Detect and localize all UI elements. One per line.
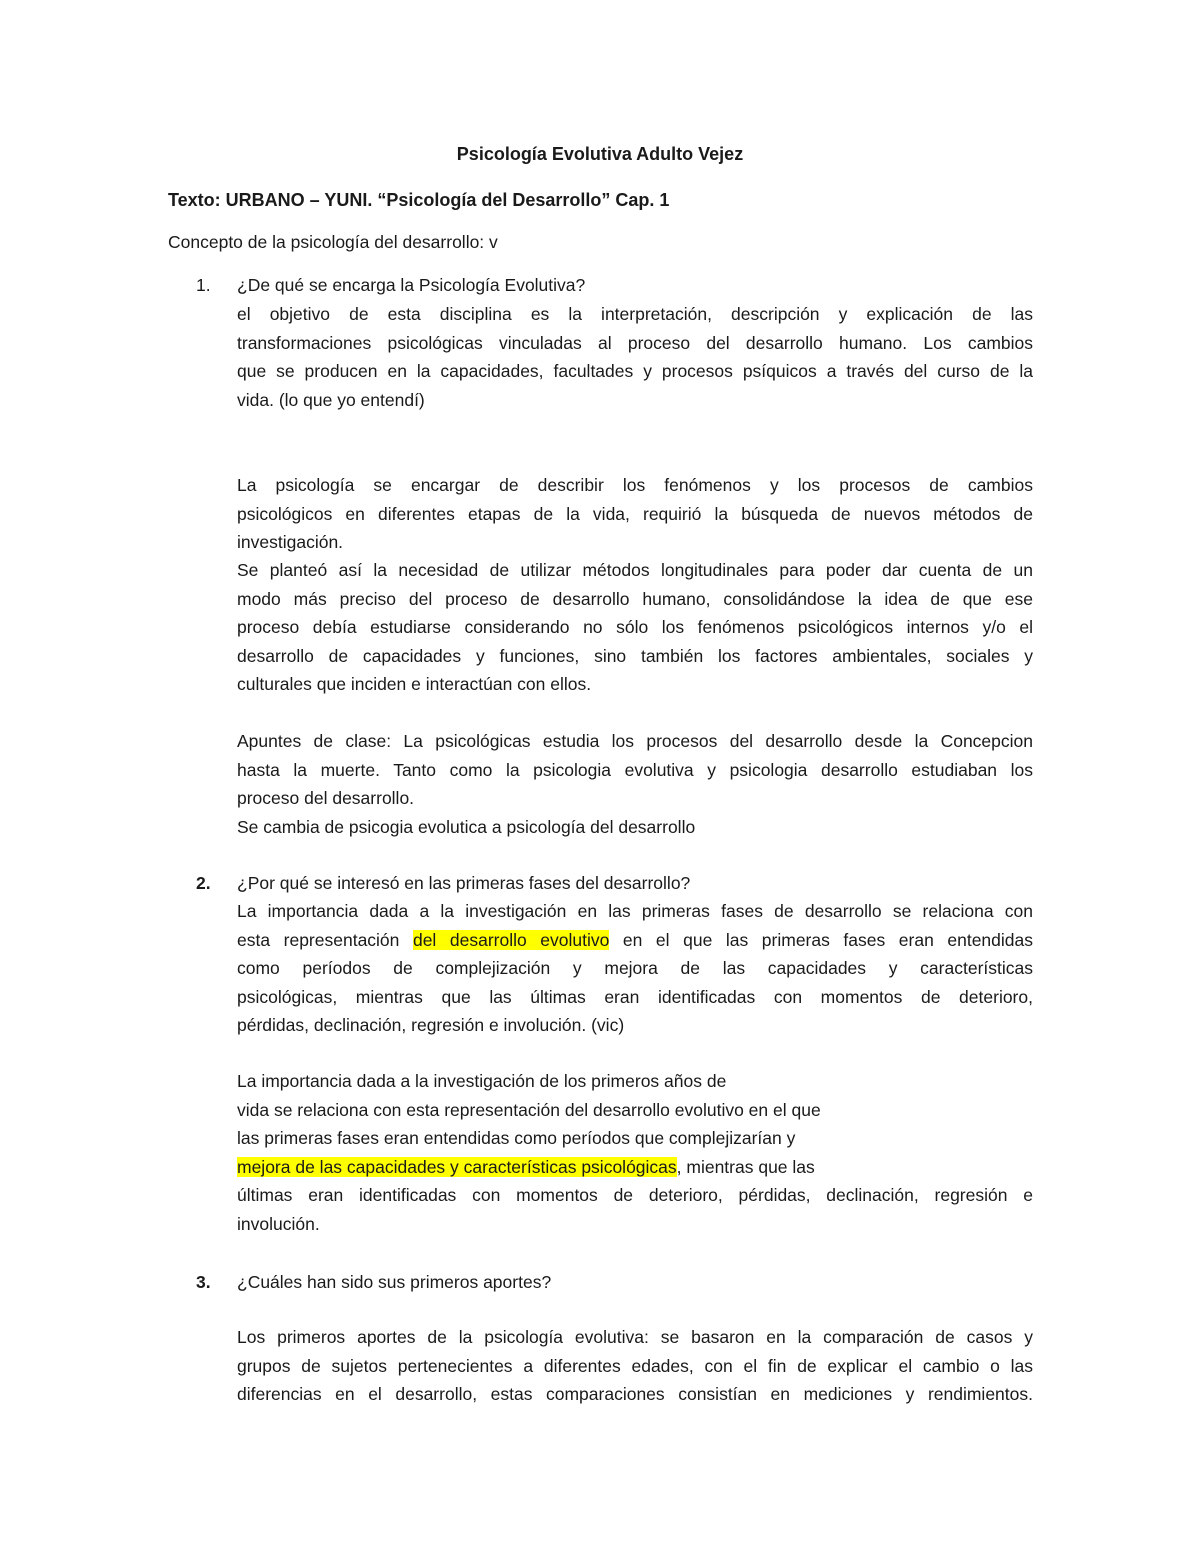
q1-p3-line: modo más preciso del proceso de desarrollo humano, consolidándose la idea de que ese xyxy=(237,588,1033,609)
notes-line: hasta la muerte. Tanto como la psicologia evolutiva y psicologia desarrollo estudiaban los xyxy=(237,759,1033,780)
notes-line: Apuntes de clase: La psicológicas estudia los procesos del desarrollo desde la Concepcion xyxy=(237,731,1033,751)
q3-answer xyxy=(237,1323,1033,1409)
q2-text: esta representación xyxy=(237,929,413,950)
q2-b-line xyxy=(237,1153,1033,1182)
q2-answer-line: como períodos de complejización y mejora de las capacidades y características xyxy=(237,958,1033,979)
text-reference: Texto: URBANO – YUNI. “Psicología del Desarrollo” Cap. 1 xyxy=(168,190,670,210)
q3-answer-line: grupos de sujetos pertenecientes a diferentes edades, con el fin de explicar el cambio o las xyxy=(237,1355,1033,1376)
q2-answer xyxy=(237,897,1033,1040)
q2-text: , mientras que las xyxy=(676,1156,815,1177)
q1-class-notes xyxy=(237,727,1033,841)
q2-answer-b xyxy=(237,1067,1033,1239)
q1-answer-line: vida. (lo que yo entendí) xyxy=(237,389,425,410)
q2-question: ¿Por qué se interesó en las primeras fases del desarrollo? xyxy=(237,873,691,893)
q2-b-line: últimas eran identificadas con momentos de deterioro, pérdidas, declinación, regresión e xyxy=(237,1185,1033,1206)
q1-answer-line: transformaciones psicológicas vinculadas al proceso del desarrollo humano. Los cambios xyxy=(237,332,1033,353)
q1-p3-line: culturales que inciden e interactúan con ellos. xyxy=(237,674,592,695)
highlight-capacidades: mejora de las capacidades y características psicológicas xyxy=(237,1156,677,1177)
notes-line: proceso del desarrollo. xyxy=(237,788,415,809)
notes-line: Se cambia de psicogia evolutica a psicología del desarrollo xyxy=(237,816,696,837)
q3-answer-line: Los primeros aportes de la psicología evolutiva: se basaron en la comparación de casos y xyxy=(237,1327,1033,1347)
q2-answer-line: psicológicas, mientras que las últimas eran identificadas con momentos de deterioro, xyxy=(237,986,1033,1007)
q2-b-line: involución. xyxy=(237,1213,320,1234)
q1-p2-line: psicológicos en diferentes etapas de la vida, requirió la búsqueda de nuevos métodos de xyxy=(237,503,1033,524)
q2-number: 2. xyxy=(196,873,211,893)
highlight-desarrollo-evolutivo: del desarrollo evolutivo xyxy=(412,929,610,950)
q1-answer-line: que se producen en la capacidades, facultades y procesos psíquicos a través del curso de la xyxy=(237,361,1033,382)
q1-paragraph-3 xyxy=(237,556,1033,699)
q2-answer-line: pérdidas, declinación, regresión e involución. (vic) xyxy=(237,1015,625,1036)
q3-number: 3. xyxy=(196,1272,211,1292)
q3-question: ¿Cuáles han sido sus primeros aportes? xyxy=(237,1272,552,1292)
q2-answer-line xyxy=(237,926,1033,955)
q2-answer-line: La importancia dada a la investigación en las primeras fases de desarrollo se relaciona con xyxy=(237,901,1033,921)
q1-question: ¿De qué se encarga la Psicología Evolutiva? xyxy=(237,275,586,295)
q1-p3-line: desarrollo de capacidades y funciones, sino también los factores ambientales, sociales y xyxy=(237,645,1033,666)
q1-answer xyxy=(237,300,1033,414)
q2-b-line: La importancia dada a la investigación de los primeros años de xyxy=(237,1071,727,1091)
document-title: Psicología Evolutiva Adulto Vejez xyxy=(456,144,744,164)
q3-answer-line: diferencias en el desarrollo, estas comparaciones consistían en mediciones y rendimientos. xyxy=(237,1384,1033,1405)
q2-b-line: las primeras fases eran entendidas como períodos que complejizarían y xyxy=(237,1128,796,1149)
q1-p2-line: investigación. xyxy=(237,532,344,553)
q1-p3-line: Se planteó así la necesidad de utilizar métodos longitudinales para poder dar cuenta de un xyxy=(237,560,1033,580)
q1-p3-line: proceso debía estudiarse considerando no sólo los fenómenos psicológicos internos y/o el xyxy=(237,617,1033,638)
q1-answer-line: el objetivo de esta disciplina es la interpretación, descripción y explicación de las xyxy=(237,304,1033,324)
concept-line: Concepto de la psicología del desarrollo: v xyxy=(168,232,498,252)
q2-text: en el que las primeras fases eran entendidas xyxy=(609,929,1034,950)
q1-p2-line: La psicología se encargar de describir los fenómenos y los procesos de cambios xyxy=(237,475,1033,495)
q2-b-line: vida se relaciona con esta representación del desarrollo evolutivo en el que xyxy=(237,1099,821,1120)
q1-number: 1. xyxy=(196,275,211,295)
q1-paragraph-2 xyxy=(237,471,1033,557)
